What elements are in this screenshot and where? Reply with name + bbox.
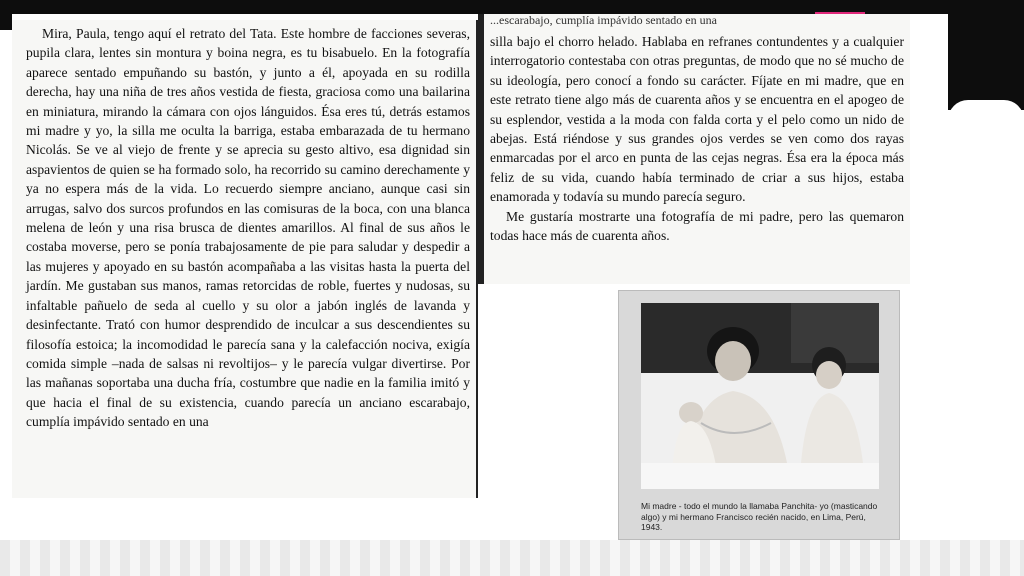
right-paragraph-1: silla bajo el chorro helado. Hablaba en refranes contundentes y a cualquier interrogatorio contestaba con otras preguntas, de modo que no sé mucho de su ideología, pero conocí a fondo su carácter. Fíjate en mi madre, que en este retrato tiene algo más de cuarenta años y se encuentra en el apogeo de su esplendor, vestida a la moda con falda corta y el pelo como un nido de abejas. Está riéndose y sus grandes ojos verdes se ven como dos rayas enmarcadas por el arco en punta de las cejas negras. Ésa era la época más feliz de su vida, cuando había terminado de criar a sus hijos, estaba enamorada y todavía su mundo parecía seguro. [490,34,904,205]
left-dark-corner [0,0,12,30]
book-page-right-column [478,14,910,284]
family-photo-panel [618,290,900,540]
left-paragraph: Mira, Paula, tengo aquí el retrato del Tata. Este hombre de facciones severas, pupila clara, lentes sin montura y boina negra, es tu bisabuelo. En la fotografía aparece sentado empuñando su bastón, y junto a él, apoyada en su rodilla derecha, hay una niña de tres años vestida de fiesta, graciosa como una bailarina en miniatura, mirando la cámara con ojos lánguidos. Ésa eres tú, detrás estamos mi madre y yo, la silla me oculta la barriga, estaba embarazada de tu hermano Nicolás. Se ve al viejo de frente y se aprecia su gesto altivo, esa dignidad sin aspavientos de quien se ha formado solo, ha recorrido su camino derechamente y ya no espera más de la vida. Lo recuerdo siempre anciano, aunque casi sin arrugas, salvo dos surcos profundos en las comisuras de la boca, con una blanca melena de león y una risa brusca de dientes amarillos. Al final de sus años le costaba moverse, pero se ponía trabajosamente de pie para saludar y despedir a las mujeres y apoyado en su bastón acompañaba a las visitas hasta la puerta del jardín. Me gustaban sus manos, ramas retorcidas de roble, fuertes y nudosas, su infaltable pañuelo de seda al cuello y su olor a jabón inglés de lavanda y desinfectante. Trató con humor desprendido de inculcar a sus descendientes su filosofía estoica; la incomodidad le parecía sana y la calefacción nociva, exigía comida simple –nada de salsas ni revoltijos– y le parecía vulgar divertirse. Por las mañanas soportaba una ducha fría, costumbre que nadie en la familia imitó y que hacia el final de su existencia, cuando parecía un anciano escarabajo, cumplía impávido sentado en una [26,26,470,430]
right-dark-band [948,0,1024,110]
book-page-left-column [12,20,478,498]
top-dark-band [0,0,1024,14]
cut-off-top-line: ...escarabajo, cumplía impávido sentado en una [490,14,717,27]
right-paragraph-2: Me gustaría mostrarte una fotografía de mi padre, pero las quemaron todas hace más de cuarenta años. [490,208,904,244]
family-photo [641,303,879,489]
family-photo-image [641,303,879,489]
photo-caption: Mi madre - todo el mundo la llamaba Panchita- yo (masticando algo) y mi hermano Francisco recién nacido, en Lima, Perú, 1943. [641,501,878,532]
bottom-stripe-decoration [0,540,1024,576]
